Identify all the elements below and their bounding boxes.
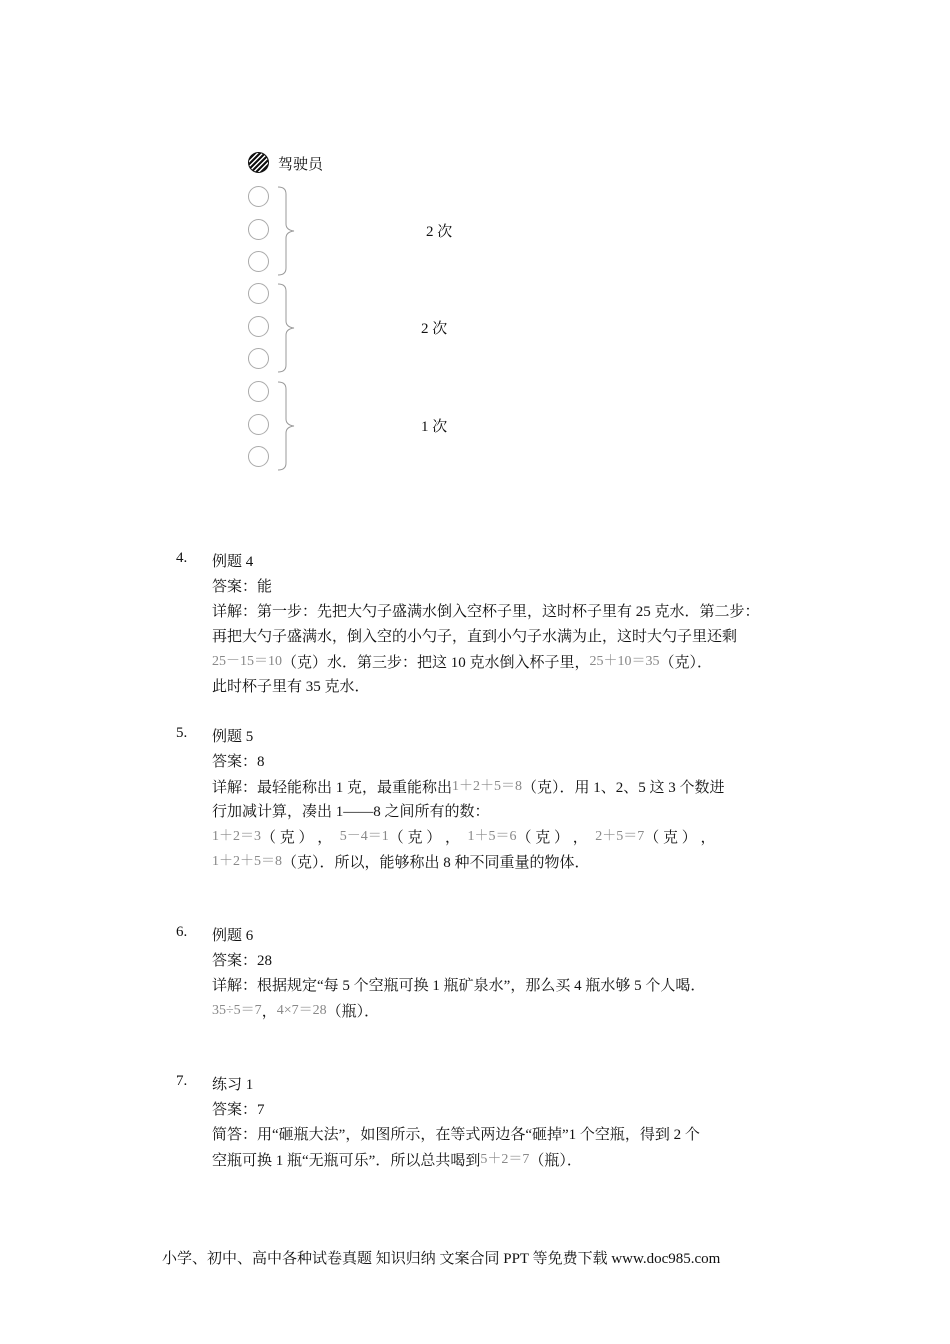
text-line [212, 1123, 700, 1144]
math-expression: 25－15＝10 [212, 654, 282, 669]
text-segment: 空瓶可换 1 瓶“无瓶可乐”．所以总共喝到 [212, 1153, 481, 1169]
section-number: 6. [176, 924, 188, 940]
group-count-label: 1 次 [421, 419, 448, 435]
math-expression: 1＋2＋5＝8 [452, 779, 523, 794]
text-segment: （克）． [659, 655, 713, 671]
text-segment: （瓶）． [529, 1153, 582, 1169]
section-title: 例题 4 [212, 554, 254, 570]
text-line [212, 800, 490, 821]
text-segment: 答案：8 [212, 754, 265, 770]
math-expression: 1＋2＋5＝8 [212, 854, 282, 869]
seat-circle-icon [248, 414, 269, 435]
section-title: 例题 6 [212, 928, 254, 944]
text-segment: 答案：28 [212, 953, 273, 969]
brace-icon [276, 186, 298, 276]
text-segment: （ 克 ） ， [388, 830, 468, 846]
text-line [212, 675, 370, 696]
math-expression: 5＋2＝7 [480, 1152, 530, 1167]
text-segment: （克）．用 1、2、5 这 3 个数进 [522, 780, 725, 796]
text-segment: 详解：最轻能称出 1 克，最重能称出 [212, 780, 453, 796]
text-segment: （瓶）． [326, 1004, 380, 1020]
text-line [212, 650, 712, 672]
math-expression: 2＋5＝7 [595, 829, 645, 844]
group-count-label: 2 次 [421, 321, 448, 337]
text-segment: （ 克 ） ， [516, 830, 596, 846]
text-line [212, 825, 716, 847]
math-expression: 5－4＝1 [339, 829, 389, 844]
text-segment: 详解：第一步：先把大勺子盛满水倒入空杯子里，这时杯子里有 25 克水．第二步： [212, 604, 760, 620]
math-expression: 35÷5＝7 [212, 1003, 262, 1018]
footer-text: 小学、初中、高中各种试卷真题 知识归纳 文案合同 PPT 等免费下载 www.doc985.com [162, 1251, 721, 1267]
math-expression: 1＋2＝3 [212, 829, 261, 844]
seat-circle-icon [248, 251, 269, 272]
text-segment: 答案：7 [212, 1102, 265, 1118]
text-line [212, 575, 272, 596]
brace-icon [276, 283, 298, 373]
text-line [212, 850, 590, 872]
text-line [212, 600, 760, 621]
seat-circle-icon [248, 446, 269, 467]
math-expression: 25＋10＝35 [589, 654, 660, 669]
seat-circle-icon [248, 348, 269, 369]
text-segment: （ 克 ） ， [261, 830, 340, 846]
section-number: 7. [176, 1073, 188, 1089]
text-segment: 此时杯子里有 35 克水． [212, 679, 370, 695]
text-segment: （克）．所以，能够称出 8 种不同重量的物体． [282, 855, 590, 871]
group-count-label: 2 次 [426, 224, 453, 240]
driver-label: 驾驶员 [278, 157, 324, 173]
math-expression: 1＋5＝6 [467, 829, 517, 844]
section-number: 5. [176, 725, 188, 741]
text-line [212, 949, 272, 970]
driver-hatched-circle-icon [248, 152, 269, 173]
text-segment: 行加减计算，凑出 1——8 之间所有的数： [212, 804, 490, 820]
text-segment: 再把大勺子盛满水，倒入空的小勺子，直到小勺子水满为止，这时大勺子里还剩 [212, 629, 738, 645]
text-line [212, 750, 265, 771]
text-line [212, 1148, 582, 1170]
seat-circle-icon [248, 186, 269, 207]
text-line [212, 625, 737, 646]
text-segment: （克）水．第三步：把这 10 克水倒入杯子里， [282, 655, 590, 671]
section-number: 4. [176, 550, 188, 566]
text-line [212, 999, 379, 1021]
math-expression: 4×7＝28 [276, 1003, 327, 1018]
seat-circle-icon [248, 381, 269, 402]
text-line [212, 974, 705, 995]
text-segment: 简答：用“砸瓶大法”，如图所示，在等式两边各“砸掉”1 个空瓶，得到 2 个 [212, 1127, 700, 1143]
text-segment: ， [261, 1004, 277, 1020]
seat-circle-icon [248, 219, 269, 240]
text-line [212, 775, 725, 797]
text-line [212, 1098, 265, 1119]
section-title: 例题 5 [212, 729, 254, 745]
text-segment: 答案：能 [212, 579, 273, 595]
text-segment: 详解：根据规定“每 5 个空瓶可换 1 瓶矿泉水”，那么买 4 瓶水够 5 个人喝． [212, 978, 706, 994]
seat-circle-icon [248, 283, 269, 304]
brace-icon [276, 381, 298, 471]
seat-circle-icon [248, 316, 269, 337]
section-title: 练习 1 [212, 1077, 254, 1093]
text-segment: （ 克 ） ， [644, 830, 716, 846]
